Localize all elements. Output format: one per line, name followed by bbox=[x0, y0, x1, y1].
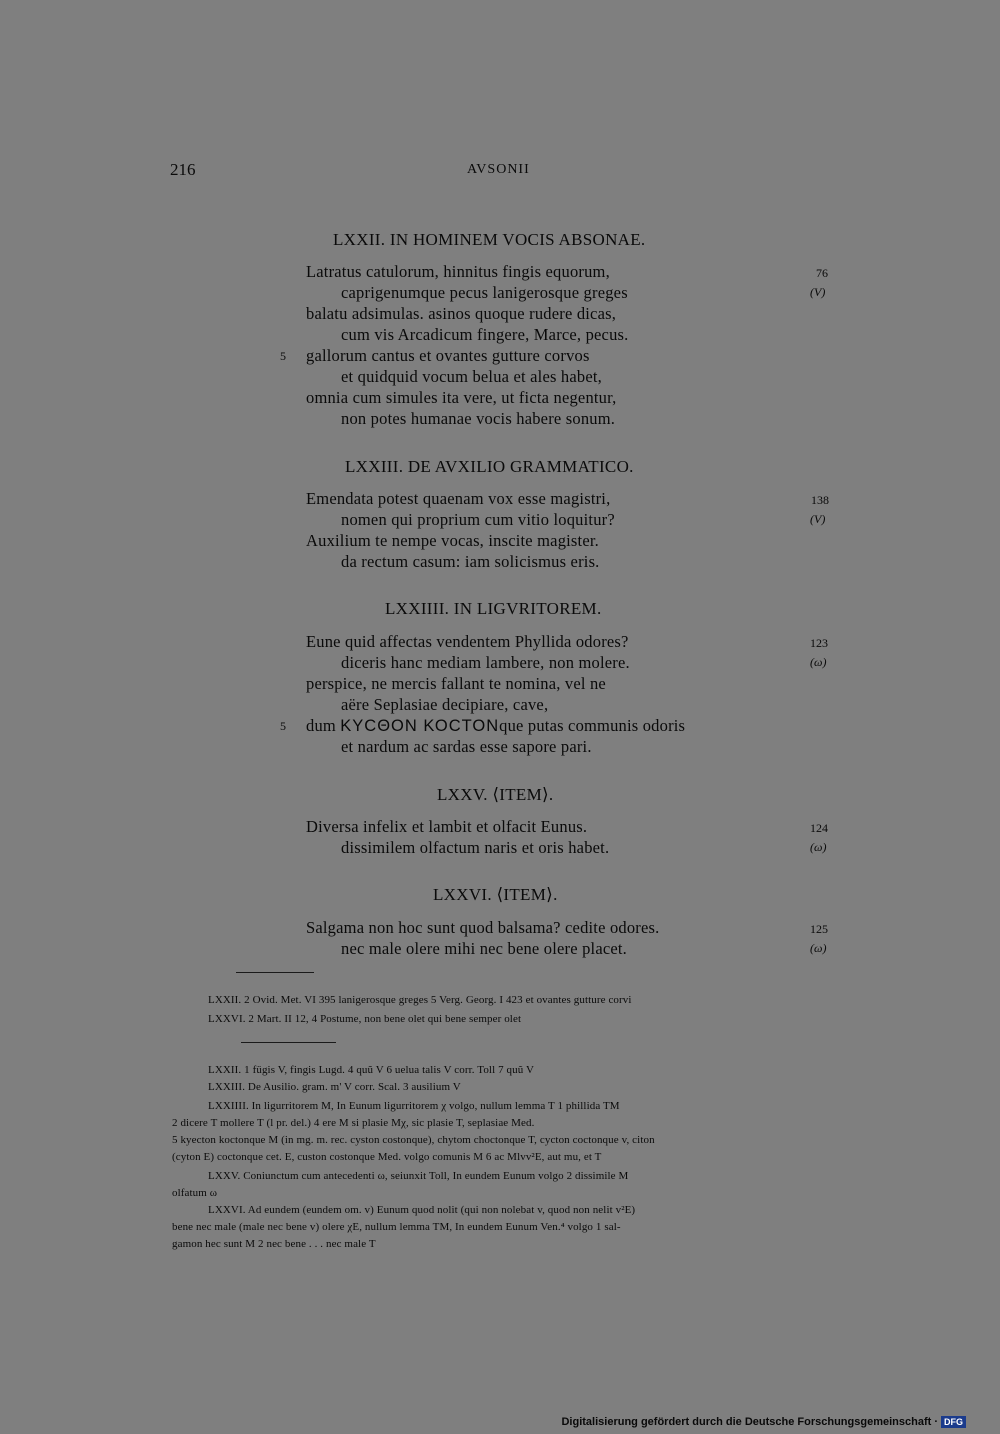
line-number: 5 bbox=[280, 719, 286, 733]
apparatus-line: LXXIII. De Ausilio. gram. m' V corr. Scal. 3 ausilium V bbox=[208, 1081, 461, 1093]
apparatus-line: olfatum ω bbox=[172, 1187, 218, 1199]
verse-line: nec male olere mihi nec bene olere placet. bbox=[341, 939, 627, 958]
verse-line: Eune quid affectas vendentem Phyllida odores? bbox=[306, 632, 629, 651]
footer-text: Digitalisierung gefördert durch die Deutsche Forschungsgemeinschaft · bbox=[561, 1416, 938, 1428]
poem-title: LXXIIII. IN LIGVRITOREM. bbox=[385, 599, 602, 618]
verse-line: diceris hanc mediam lambere, non molere. bbox=[341, 653, 630, 672]
verse-line: dissimilem olfactum naris et oris habet. bbox=[341, 838, 610, 857]
verse-line: gallorum cantus et ovantes gutture corvos bbox=[306, 346, 590, 365]
verse-text: que putas communis odoris bbox=[499, 716, 686, 735]
verse-line: Emendata potest quaenam vox esse magistri, bbox=[306, 489, 611, 508]
margin-number: 123 bbox=[810, 636, 828, 650]
verse-text: dum bbox=[306, 716, 341, 735]
margin-number: 125 bbox=[810, 922, 828, 936]
funding-footer bbox=[561, 1416, 966, 1428]
apparatus-line: LXXVI. Ad eundem (eundem om. v) Eunum quod nolit (qui non nolebat v, quod non nelit v²E) bbox=[208, 1204, 636, 1216]
verse-line bbox=[306, 716, 685, 736]
verse-line: balatu adsimulas. asinos quoque rudere dicas, bbox=[306, 304, 617, 323]
margin-ref: (ω) bbox=[810, 840, 827, 854]
verse-line: da rectum casum: iam solicismus eris. bbox=[341, 552, 600, 571]
separator-rule bbox=[236, 972, 314, 973]
poem-title: LXXII. IN HOMINEM VOCIS ABSONAE. bbox=[333, 230, 646, 249]
verse-line: nomen qui proprium cum vitio loquitur? bbox=[341, 510, 615, 529]
margin-number: 76 bbox=[816, 266, 828, 280]
apparatus-line: LXXV. Coniunctum cum antecedenti ω, seiunxit Toll, In eundem Eunum volgo 2 dissimile M bbox=[208, 1170, 629, 1182]
margin-ref: (ω) bbox=[810, 941, 827, 955]
verse-line: omnia cum simules ita vere, ut ficta negentur, bbox=[306, 388, 617, 407]
poem-title: LXXIII. DE AVXILIO GRAMMATICO. bbox=[345, 457, 634, 476]
margin-number: 138 bbox=[811, 493, 829, 507]
verse-line: et quidquid vocum belua et ales habet, bbox=[341, 367, 602, 386]
apparatus-line: 5 kyecton koctonque M (in mg. m. rec. cyston costonque), chytom choctonque T, cycton coctonque v, citon bbox=[172, 1134, 655, 1146]
apparatus-line: (cyton E) coctonque cet. E, custon costonque Med. volgo comunis M 6 ac Mlvv²E, aut mu, et T bbox=[172, 1151, 602, 1163]
apparatus-line: gamon hec sunt M 2 nec bene . . . nec male T bbox=[172, 1238, 376, 1250]
margin-ref: (V) bbox=[810, 285, 826, 299]
apparatus-line: LXXIIII. In ligurritorem M, In Eunum ligurritorem χ volgo, nullum lemma T 1 phillida TM bbox=[208, 1100, 620, 1112]
apparatus-line: LXXII. 1 fügis V, fingis Lugd. 4 quũ V 6 uelua talis V corr. Toll 7 quũ V bbox=[208, 1064, 535, 1076]
greek-phrase: ΚΥϹΘΟΝ ΚΟϹΤΟΝ bbox=[340, 717, 500, 735]
margin-ref: (V) bbox=[810, 512, 826, 526]
line-number: 5 bbox=[280, 349, 286, 363]
poem-title: LXXVI. ⟨ITEM⟩. bbox=[433, 885, 558, 904]
margin-number: 124 bbox=[810, 821, 828, 835]
apparatus-line: 2 dicere T mollere T (l pr. del.) 4 ere M si plasie Mχ, sic plasie T, seplasiae Med. bbox=[172, 1117, 535, 1129]
verse-line: cum vis Arcadicum fingere, Marce, pecus. bbox=[341, 325, 629, 344]
testimonia-line: LXXVI. 2 Mart. II 12, 4 Postume, non bene olet qui bene semper olet bbox=[208, 1013, 522, 1025]
separator-rule bbox=[241, 1042, 336, 1043]
running-title: AVSONII bbox=[467, 162, 530, 177]
verse-line: Salgama non hoc sunt quod balsama? cedite odores. bbox=[306, 918, 660, 937]
verse-line: Auxilium te nempe vocas, inscite magister. bbox=[306, 531, 599, 550]
poem-title: LXXV. ⟨ITEM⟩. bbox=[437, 785, 554, 804]
verse-line: Diversa infelix et lambit et olfacit Eunus. bbox=[306, 817, 588, 836]
apparatus-line: bene nec male (male nec bene v) olere χE, nullum lemma TM, In eundem Eunum Ven.⁴ volgo 1 sal- bbox=[172, 1221, 621, 1233]
verse-line: non potes humanae vocis habere sonum. bbox=[341, 409, 616, 428]
verse-line: et nardum ac sardas esse sapore pari. bbox=[341, 737, 592, 756]
testimonia-line: LXXII. 2 Ovid. Met. VI 395 lanigerosque greges 5 Verg. Georg. I 423 et ovantes gutture corvi bbox=[208, 994, 632, 1006]
page-number: 216 bbox=[170, 160, 196, 179]
verse-line: aëre Seplasiae decipiare, cave, bbox=[341, 695, 549, 714]
verse-line: Latratus catulorum, hinnitus fingis equorum, bbox=[306, 262, 610, 281]
verse-line: caprigenumque pecus lanigerosque greges bbox=[341, 283, 628, 302]
dfg-logo: DFG bbox=[941, 1416, 966, 1428]
margin-ref: (ω) bbox=[810, 655, 827, 669]
verse-line: perspice, ne mercis fallant te nomina, vel ne bbox=[306, 674, 606, 693]
